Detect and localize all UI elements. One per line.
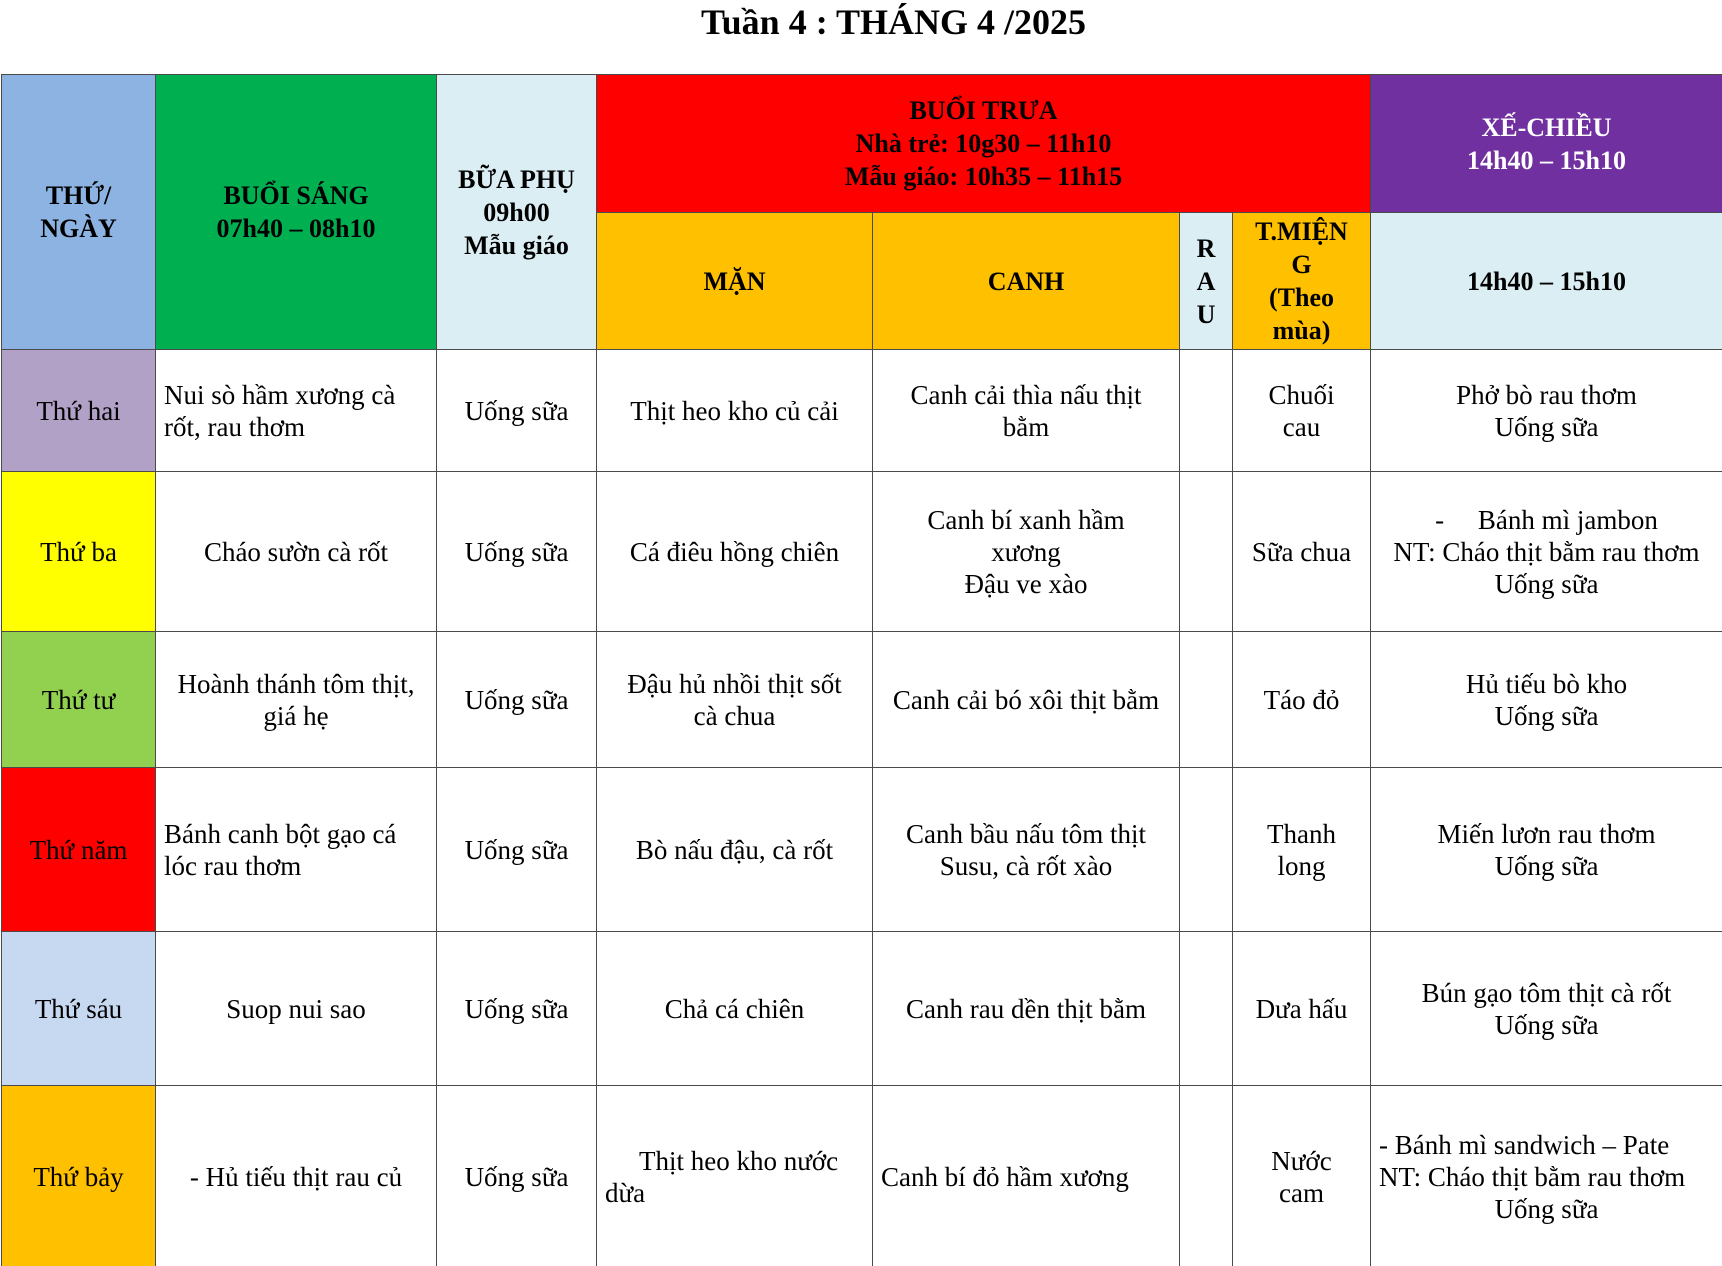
man-cell: [597, 1086, 873, 1266]
canh-cell: [873, 1086, 1180, 1266]
afternoon-cell-line: Uống sữa: [1494, 568, 1599, 599]
dessert-cell: [1233, 472, 1371, 632]
dessert-cell: [1233, 1086, 1371, 1266]
canh-cell-line: Canh bầu nấu tôm thịt: [906, 818, 1146, 849]
header-dessert: T.MIỆN G (Theo mùa): [1233, 213, 1371, 350]
afternoon-cell: [1371, 632, 1722, 768]
table-row: [2, 932, 1722, 1086]
canh-cell-line: Susu, cà rốt xào: [939, 850, 1113, 881]
man-cell-line: Đậu hủ nhồi thịt sốt: [627, 668, 842, 699]
man-cell-line: Thịt heo kho củ cải: [630, 395, 839, 426]
canh-cell: [873, 632, 1180, 768]
morning-cell-line: - Hủ tiếu thịt rau củ: [189, 1161, 403, 1192]
canh-cell-line: Đậu ve xào: [964, 568, 1088, 599]
dessert-cell-line: long: [1277, 850, 1326, 881]
table-row: [2, 472, 1722, 632]
header-lunch: BUỔI TRƯA Nhà trẻ: 10g30 – 11h10 Mẫu giáo: 10h35 – 11h15: [597, 75, 1371, 213]
rau-cell: [1180, 632, 1233, 768]
man-cell: [597, 768, 873, 932]
dessert-cell-line: Thanh: [1267, 818, 1336, 849]
canh-cell-line: Canh cải thìa nấu thịt: [910, 379, 1142, 410]
afternoon-cell-line: Miến lươn rau thơm: [1437, 818, 1656, 849]
dessert-cell-line: Dưa hấu: [1255, 993, 1348, 1024]
man-cell: [597, 350, 873, 472]
man-cell: [597, 632, 873, 768]
dessert-cell: [1233, 932, 1371, 1086]
day-cell: Thứ ba: [2, 472, 156, 632]
canh-cell: [873, 768, 1180, 932]
snack-cell: Uống sữa: [437, 472, 597, 632]
afternoon-cell-line: - Bánh mì jambon: [1435, 504, 1658, 535]
afternoon-cell-line: - Bánh mì sandwich – Pate: [1379, 1129, 1670, 1160]
canh-cell-line: Canh bí đỏ hầm xương: [881, 1161, 1129, 1192]
rau-cell: [1180, 1086, 1233, 1266]
day-cell: Thứ bảy: [2, 1086, 156, 1266]
canh-cell: [873, 472, 1180, 632]
canh-cell-line: xương: [991, 536, 1061, 567]
morning-cell: [156, 932, 437, 1086]
page-title: Tuần 4 : THÁNG 4 /2025: [700, 2, 1087, 42]
afternoon-cell-line: Uống sữa: [1494, 1009, 1599, 1040]
man-cell-line: Thịt heo kho nước: [639, 1145, 839, 1176]
dessert-cell-line: Chuối: [1268, 379, 1335, 410]
morning-cell-line: giá hẹ: [263, 700, 329, 731]
rau-cell: [1180, 932, 1233, 1086]
afternoon-cell-line: Bún gạo tôm thịt cà rốt: [1421, 977, 1672, 1008]
header-snack: BỮA PHỤ 09h00 Mẫu giáo: [437, 75, 597, 350]
afternoon-cell-line: Uống sữa: [1494, 850, 1599, 881]
snack-cell: Uống sữa: [437, 350, 597, 472]
menu-body: [2, 350, 1722, 1266]
afternoon-cell: [1371, 1086, 1722, 1266]
snack-cell: Uống sữa: [437, 1086, 597, 1266]
man-cell: [597, 932, 873, 1086]
canh-cell-line: Canh rau dền thịt bằm: [906, 993, 1146, 1024]
header-man: MẶN: [597, 213, 873, 350]
man-cell-line: Bò nấu đậu, cà rốt: [635, 834, 834, 865]
man-cell: [597, 472, 873, 632]
table-row: [2, 632, 1722, 768]
menu-table: [1, 74, 1722, 1266]
morning-cell-line: Hoành thánh tôm thịt,: [177, 668, 415, 699]
snack-cell: Uống sữa: [437, 632, 597, 768]
morning-cell-line: Cháo sườn cà rốt: [203, 536, 389, 567]
dessert-cell-line: Nước: [1271, 1145, 1332, 1176]
canh-cell: [873, 932, 1180, 1086]
table-row: [2, 1086, 1722, 1266]
afternoon-cell: [1371, 768, 1722, 932]
morning-cell: [156, 350, 437, 472]
dessert-cell-line: Táo đỏ: [1263, 684, 1340, 715]
table-row: [2, 768, 1722, 932]
afternoon-cell-line: Uống sữa: [1494, 411, 1599, 442]
rau-cell: [1180, 768, 1233, 932]
dessert-cell-line: cam: [1279, 1177, 1324, 1208]
afternoon-cell-line: Uống sữa: [1494, 1193, 1599, 1224]
man-cell-line: dừa: [605, 1177, 646, 1208]
morning-cell-line: Bánh canh bột gạo cá: [164, 818, 397, 849]
man-cell-line: cà chua: [693, 700, 776, 731]
table-row: [2, 350, 1722, 472]
header-rau: R A U: [1180, 213, 1233, 350]
snack-cell: Uống sữa: [437, 768, 597, 932]
header-canh: CANH: [873, 213, 1180, 350]
header-afternoon: XẾ-CHIỀU 14h40 – 15h10: [1371, 75, 1722, 213]
rau-cell: [1180, 472, 1233, 632]
afternoon-cell-line: NT: Cháo thịt bằm rau thơm: [1379, 1161, 1686, 1192]
morning-cell-line: Nui sò hầm xương cà: [164, 379, 396, 410]
canh-cell: [873, 350, 1180, 472]
dessert-cell-line: Sữa chua: [1251, 536, 1352, 567]
morning-cell: [156, 632, 437, 768]
canh-cell-line: bằm: [1002, 411, 1050, 442]
dessert-cell: [1233, 768, 1371, 932]
afternoon-cell-line: NT: Cháo thịt bằm rau thơm: [1393, 536, 1700, 567]
morning-cell-line: rốt, rau thơm: [164, 411, 305, 442]
afternoon-cell: [1371, 350, 1722, 472]
afternoon-cell-line: Hủ tiếu bò kho: [1465, 668, 1628, 699]
canh-cell-line: Canh cải bó xôi thịt bằm: [892, 684, 1160, 715]
day-cell: Thứ tư: [2, 632, 156, 768]
rau-cell: [1180, 350, 1233, 472]
dessert-cell: [1233, 350, 1371, 472]
morning-cell: [156, 472, 437, 632]
morning-cell-line: Suop nui sao: [226, 993, 366, 1024]
afternoon-cell-line: Phở bò rau thơm: [1456, 379, 1637, 410]
canh-cell-line: Canh bí xanh hầm: [927, 504, 1125, 535]
day-cell: Thứ hai: [2, 350, 156, 472]
snack-cell: Uống sữa: [437, 932, 597, 1086]
afternoon-cell: [1371, 472, 1722, 632]
man-cell-line: Cá điêu hồng chiên: [629, 536, 840, 567]
morning-cell: [156, 768, 437, 932]
header-morning: BUỔI SÁNG 07h40 – 08h10: [156, 75, 437, 350]
dessert-cell: [1233, 632, 1371, 768]
header-day: THỨ/ NGÀY: [2, 75, 156, 350]
morning-cell-line: lóc rau thơm: [164, 850, 302, 881]
afternoon-cell-line: Uống sữa: [1494, 700, 1599, 731]
morning-cell: [156, 1086, 437, 1266]
menu-sheet: [1, 74, 1722, 1266]
man-cell-line: Chả cá chiên: [664, 993, 805, 1024]
day-cell: Thứ năm: [2, 768, 156, 932]
dessert-cell-line: cau: [1282, 411, 1321, 442]
afternoon-cell: [1371, 932, 1722, 1086]
header-afternoon-time: 14h40 – 15h10: [1371, 213, 1722, 350]
day-cell: Thứ sáu: [2, 932, 156, 1086]
